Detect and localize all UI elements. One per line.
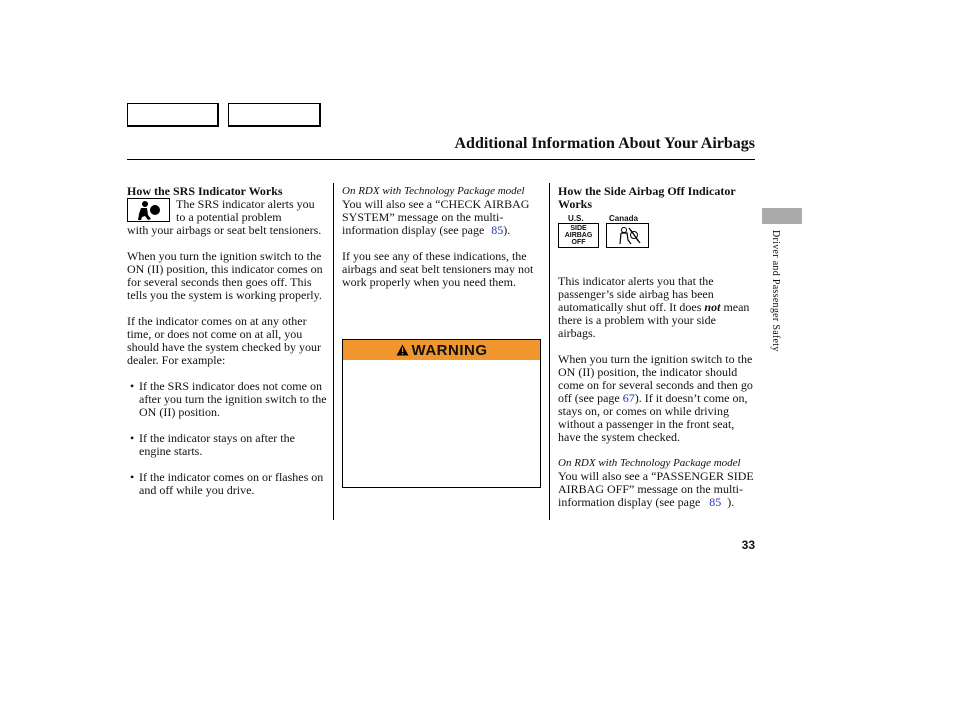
indications-paragraph: If you see any of these indications, the airbags and seat belt tensioners may not work properly when you need them. bbox=[342, 249, 534, 289]
srs-intro-rest: with your airbags or seat belt tensioners. bbox=[127, 223, 322, 237]
nav-box-previous[interactable] bbox=[127, 103, 219, 127]
srs-intro-indent: The SRS indicator alerts you to a potential problem bbox=[176, 197, 315, 224]
page-link-85b[interactable]: 85 bbox=[709, 495, 722, 509]
label-us: U.S. bbox=[568, 214, 584, 223]
check-airbag-text: You will also see a “CHECK AIRBAG SYSTEM” message on the multi-information display (see page bbox=[342, 197, 530, 237]
srs-bullet-3: • If the indicator comes on or flashes on and off while you drive. bbox=[127, 471, 329, 497]
page-link-67[interactable]: 67 bbox=[622, 391, 635, 405]
check-airbag-text-end: ). bbox=[503, 223, 511, 237]
side-airbag-heading: How the Side Airbag Off Indicator Works bbox=[558, 184, 736, 211]
column-side-airbag bbox=[558, 185, 756, 509]
warning-label: WARNING bbox=[411, 341, 488, 359]
model-note-2: On RDX with Technology Package model bbox=[558, 457, 741, 469]
section-tab-label: Driver and Passenger Safety bbox=[770, 230, 781, 352]
column-check-airbag bbox=[342, 185, 539, 289]
warning-triangle-icon bbox=[396, 344, 409, 356]
us-icon-line-3: OFF bbox=[571, 239, 586, 246]
side-airbag-text-1: This indicator alerts you that the passenger’s side airbag has been automatically shut off. It does bbox=[558, 274, 714, 314]
column-divider-2 bbox=[549, 183, 550, 520]
section-tab[interactable] bbox=[762, 208, 802, 224]
srs-paragraph-3: If the indicator comes on at any other time, or does not come on at all, you should have the system checked by your dealer. For example: bbox=[127, 314, 321, 367]
side-airbag-emphasis: not bbox=[704, 300, 721, 314]
page-number: 33 bbox=[741, 538, 755, 552]
side-airbag-text-2: When you turn the ignition switch to the ON (II) position, the indicator should come on for several seconds and then go off (see page bbox=[558, 352, 753, 405]
passenger-airbag-text: You will also see a “PASSENGER SIDE AIRBAG OFF” message on the multi-information display (see page bbox=[558, 469, 754, 509]
column-divider-1 bbox=[333, 183, 334, 520]
side-airbag-text-2-end: ). If it doesn’t come on, stays on, or comes on while driving without a passenger in the front seat, have the system checked. bbox=[558, 391, 748, 444]
column-srs-indicator bbox=[127, 185, 329, 497]
srs-heading: How the SRS Indicator Works bbox=[127, 184, 283, 198]
srs-indicator-icon bbox=[127, 198, 170, 222]
warning-bar bbox=[343, 340, 540, 360]
us-icon-line-1: SIDE bbox=[570, 225, 587, 232]
passenger-airbag-text-end: ). bbox=[727, 495, 735, 509]
side-airbag-text-1-end: mean there is a problem with your side airbags. bbox=[558, 300, 750, 340]
model-note-1: On RDX with Technology Package model bbox=[342, 185, 525, 197]
srs-bullet-2: • If the indicator stays on after the engine starts. bbox=[127, 432, 329, 458]
title-rule bbox=[127, 159, 755, 160]
nav-box-next[interactable] bbox=[228, 103, 321, 127]
warning-box bbox=[342, 339, 541, 488]
us-icon-line-2: AIRBAG bbox=[564, 232, 593, 239]
side-airbag-off-us-icon bbox=[558, 223, 599, 248]
label-canada: Canada bbox=[609, 214, 638, 223]
srs-bullet-1: • If the SRS indicator does not come on after you turn the ignition switch to the ON (II) position. bbox=[127, 380, 329, 419]
side-airbag-off-canada-icon bbox=[606, 223, 649, 248]
page-title: Additional Information About Your Airbags bbox=[454, 135, 755, 152]
page-link-85[interactable]: 85 bbox=[491, 223, 504, 237]
srs-paragraph-2: When you turn the ignition switch to the ON (II) position, this indicator comes on for several seconds then goes off. This tells you the system is working properly. bbox=[127, 249, 323, 302]
